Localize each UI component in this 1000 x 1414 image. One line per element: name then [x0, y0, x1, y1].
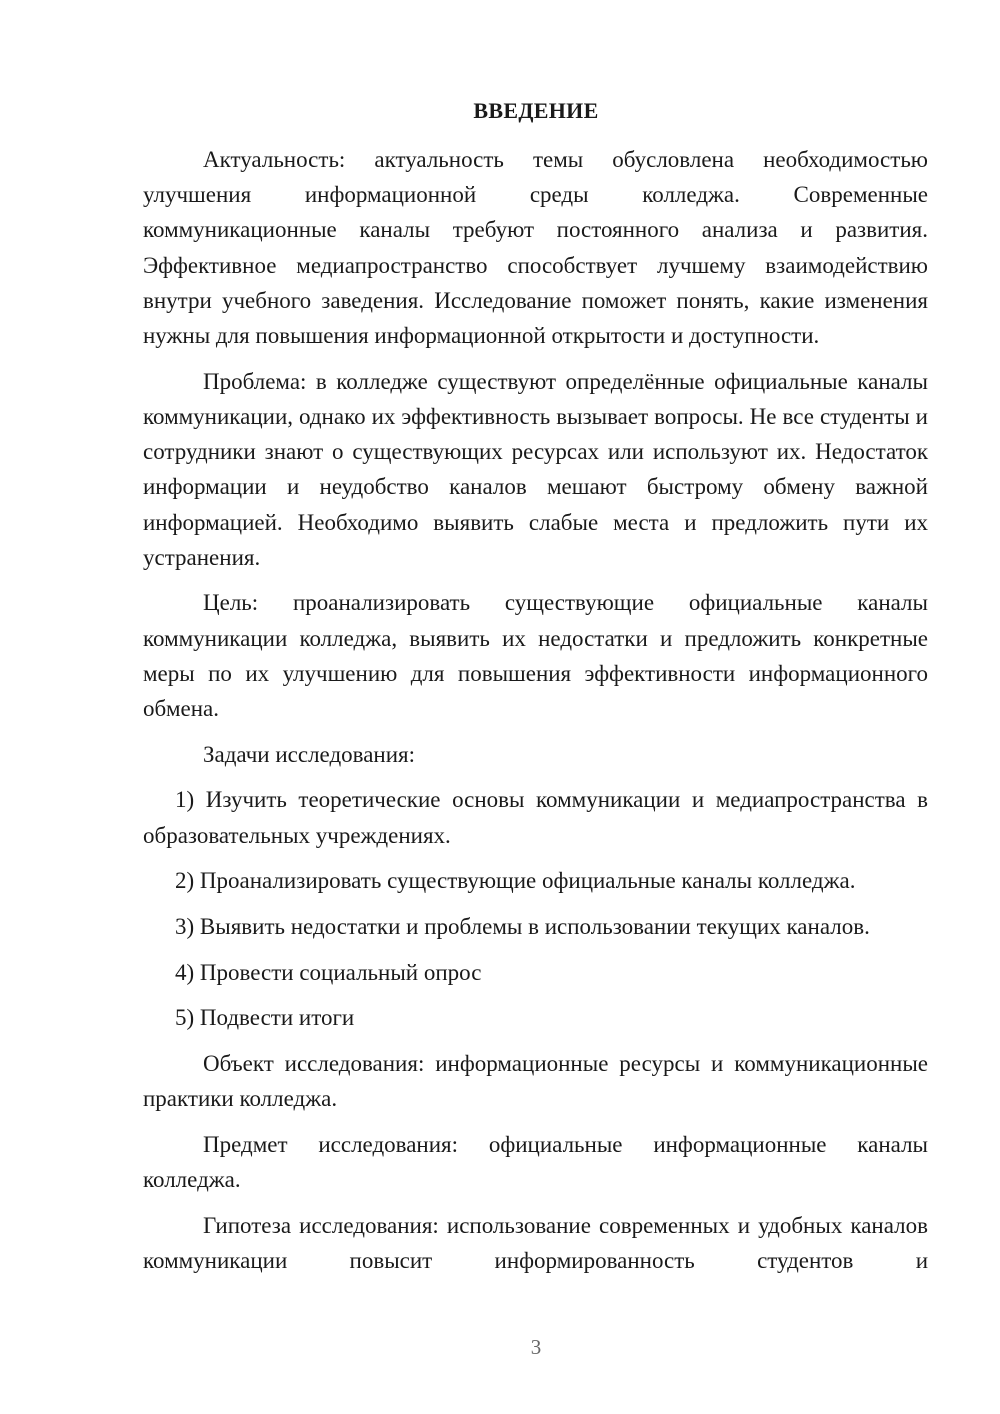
page-number: 3: [530, 1335, 542, 1359]
task-item: 4) Провести социальный опрос: [175, 959, 482, 985]
task-item: 1) Изучить теоретические основы коммуникации и медиапространства в образовательных учреждениях.: [143, 787, 928, 848]
problem-paragraph: Проблема: в колледже существуют определённые официальные каналы коммуникации, однако их эффективность вызывает вопросы. Не все студенты и сотрудники знают о существующих ресурсах или используют их. Недостаток информации и неудобство каналов мешают быстрому обмену важной информацией. Необходимо выявить слабые места и предложить пути их устранения.: [143, 368, 928, 570]
task-item: 3) Выявить недостатки и проблемы в использовании текущих каналов.: [175, 914, 870, 940]
relevance-paragraph: Актуальность: актуальность темы обусловлена необходимостью улучшения информационной среды колледжа. Современные коммуникационные каналы требуют постоянного анализа и развития. Эффективное медиапространство способствует лучшему взаимодействию внутри учебного заведения. Исследование поможет понять, какие изменения нужны для повышения информационной открытости и доступности.: [143, 147, 928, 349]
document-body: [143, 142, 928, 1289]
goal-paragraph: Цель: проанализировать существующие официальные каналы коммуникации колледжа, выявить их недостатки и предложить конкретные меры по их улучшению для повышения эффективности информационного обмена.: [143, 590, 928, 722]
task-item: 2) Проанализировать существующие официальные каналы колледжа.: [175, 868, 856, 894]
hypothesis-paragraph: Гипотеза исследования: использование современных и удобных каналов коммуникации повысит информированность студентов и: [143, 1212, 928, 1274]
task-item: 5) Подвести итоги: [175, 1005, 355, 1031]
object-paragraph: Объект исследования: информационные ресурсы и коммуникационные практики колледжа.: [143, 1051, 928, 1112]
tasks-heading: Задачи исследования:: [203, 741, 416, 767]
subject-paragraph: Предмет исследования: официальные информационные каналы колледжа.: [143, 1132, 928, 1193]
section-title: ВВЕДЕНИЕ: [473, 98, 599, 123]
